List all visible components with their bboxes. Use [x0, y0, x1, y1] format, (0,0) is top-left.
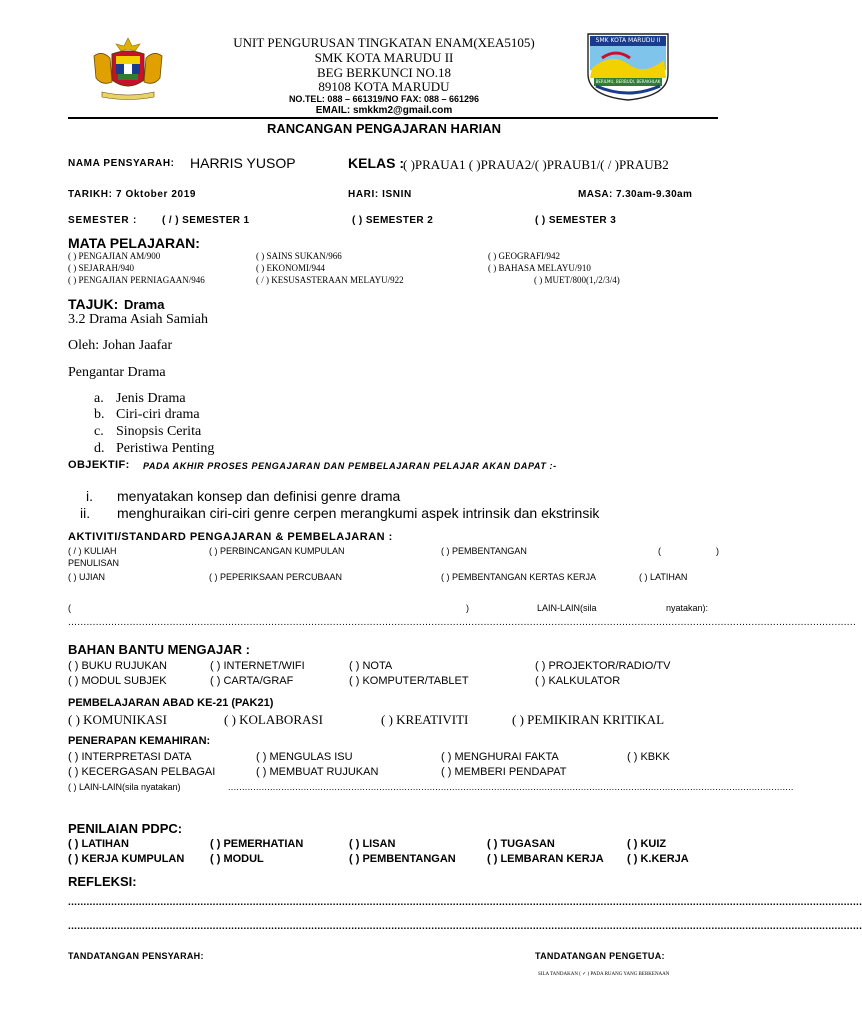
- objektif-label: OBJEKTIF:: [68, 459, 130, 471]
- header-line1: UNIT PENGURUSAN TINGKATAN ENAM(XEA5105): [233, 35, 535, 50]
- kemahiran-dotted-line[interactable]: ..........................................................................................................................................................................................................: [228, 782, 794, 792]
- subject-pengajian-am[interactable]: ( ) PENGAJIAN AM/900: [68, 251, 161, 261]
- signature-pensyarah-label: TANDATANGAN PENSYARAH:: [68, 951, 204, 961]
- aktiviti-dotted-line[interactable]: ................................................................................................................................................................................................................................................................: [68, 617, 857, 628]
- subject-ekonomi[interactable]: ( ) EKONOMI/944: [256, 263, 325, 273]
- subject-bahasa-melayu[interactable]: ( ) BAHASA MELAYU/910: [488, 263, 591, 273]
- penilaian-pemerhatian[interactable]: ( ) PEMERHATIAN: [210, 838, 304, 850]
- tajuk-line-topic: 3.2 Drama Asiah Samiah: [68, 312, 208, 327]
- aktiviti-perbincangan-kumpulan[interactable]: ( ) PERBINCANGAN KUMPULAN: [209, 546, 345, 556]
- tajuk-item-marker: d.: [94, 441, 105, 456]
- tajuk-item: Ciri-ciri drama: [116, 407, 200, 422]
- kemahiran-mengulas-isu[interactable]: ( ) MENGULAS ISU: [256, 751, 353, 763]
- penilaian-lisan[interactable]: ( ) LISAN: [349, 838, 396, 850]
- penilaian-label: PENILAIAN PDPC:: [68, 821, 183, 836]
- nama-pensyarah-label: NAMA PENSYARAH:: [68, 158, 175, 169]
- signature-pengetua-label: TANDATANGAN PENGETUA:: [535, 951, 665, 961]
- subject-muet[interactable]: ( ) MUET/800(1,/2/3/4): [534, 275, 620, 285]
- pak21-kolaborasi[interactable]: ( ) KOLABORASI: [224, 712, 323, 727]
- masa[interactable]: MASA: 7.30am-9.30am: [578, 189, 693, 200]
- aktiviti-penulisan-close[interactable]: ): [716, 546, 719, 556]
- penilaian-kuiz[interactable]: ( ) KUIZ: [627, 838, 667, 850]
- tajuk-item: Jenis Drama: [116, 391, 186, 406]
- objektif-item: menyatakan konsep dan definisi genre drama: [117, 488, 401, 504]
- bbm-komputer-tablet[interactable]: ( ) KOMPUTER/TABLET: [349, 675, 469, 687]
- objektif-intro: PADA AKHIR PROSES PENGAJARAN DAN PEMBELAJARAN PELAJAR AKAN DAPAT :-: [143, 461, 557, 471]
- tajuk-item: Peristiwa Penting: [116, 441, 215, 456]
- tajuk-line-intro: Pengantar Drama: [68, 365, 166, 380]
- aktiviti-penulisan: PENULISAN: [68, 558, 120, 568]
- objektif-item-marker: ii.: [80, 505, 91, 521]
- kemahiran-interpretasi-data[interactable]: ( ) INTERPRETASI DATA: [68, 751, 192, 763]
- kemahiran-menghurai-fakta[interactable]: ( ) MENGHURAI FAKTA: [441, 751, 559, 763]
- kemahiran-kbkk[interactable]: ( ) KBKK: [627, 751, 670, 763]
- kemahiran-membuat-rujukan[interactable]: ( ) MEMBUAT RUJUKAN: [256, 766, 379, 778]
- bbm-internet-wifi[interactable]: ( ) INTERNET/WIFI: [210, 660, 305, 672]
- tajuk-label: TAJUK:: [68, 296, 119, 312]
- pak21-kreativiti[interactable]: ( ) KREATIVITI: [381, 712, 469, 727]
- tajuk-item: Sinopsis Cerita: [116, 424, 202, 439]
- aktiviti-nyatakan-label: nyatakan):: [666, 603, 709, 613]
- kemahiran-memberi-pendapat[interactable]: ( ) MEMBERI PENDAPAT: [441, 766, 567, 778]
- semester-2-option[interactable]: ( ) SEMESTER 2: [352, 215, 434, 226]
- bbm-kalkulator[interactable]: ( ) KALKULATOR: [535, 675, 621, 687]
- header-divider: [68, 117, 718, 119]
- semester-label: SEMESTER :: [68, 215, 138, 226]
- bbm-nota[interactable]: ( ) NOTA: [349, 660, 393, 672]
- kemahiran-kecergasan-pelbagai[interactable]: ( ) KECERGASAN PELBAGAI: [68, 766, 216, 778]
- objektif-item-marker: i.: [86, 488, 93, 504]
- aktiviti-lain-open[interactable]: (: [68, 603, 71, 613]
- penilaian-kerja-kumpulan[interactable]: ( ) KERJA KUMPULAN: [68, 853, 185, 865]
- semester-3-option[interactable]: ( ) SEMESTER 3: [535, 215, 617, 226]
- bbm-buku-rujukan[interactable]: ( ) BUKU RUJUKAN: [68, 660, 168, 672]
- header-line2: SMK KOTA MARUDU II: [314, 50, 454, 65]
- penilaian-tugasan[interactable]: ( ) TUGASAN: [487, 838, 555, 850]
- aktiviti-label: AKTIVITI/STANDARD PENGAJARAN & PEMBELAJARAN :: [68, 531, 393, 543]
- aktiviti-pembentangan[interactable]: ( ) PEMBENTANGAN: [441, 546, 527, 556]
- subject-geografi[interactable]: ( ) GEOGRAFI/942: [488, 251, 560, 261]
- header-email: EMAIL: smkkm2@gmail.com: [315, 105, 453, 116]
- subject-sains-sukan[interactable]: ( ) SAINS SUKAN/966: [256, 251, 342, 261]
- kelas-options[interactable]: ( )PRAUA1 ( )PRAUA2/( )PRAUB1/( / )PRAUB2: [403, 157, 669, 172]
- tajuk-value[interactable]: Drama: [124, 297, 165, 312]
- nama-pensyarah-value[interactable]: HARRIS YUSOP: [190, 155, 296, 171]
- aktiviti-pembentangan-kertas-kerja[interactable]: ( ) PEMBENTANGAN KERTAS KERJA: [441, 572, 597, 582]
- refleksi-dotted-line-1[interactable]: ..................................................................................................................................................................................................................................................................: [68, 897, 862, 908]
- bbm-label: BAHAN BANTU MENGAJAR :: [68, 642, 250, 657]
- kelas-label: KELAS :: [348, 155, 404, 171]
- aktiviti-penulisan-open[interactable]: (: [658, 546, 661, 556]
- bbm-modul-subjek[interactable]: ( ) MODUL SUBJEK: [68, 675, 167, 687]
- pak21-pemikiran-kritikal[interactable]: ( ) PEMIKIRAN KRITIKAL: [512, 712, 665, 727]
- hari[interactable]: HARI: ISNIN: [348, 189, 412, 200]
- aktiviti-ujian[interactable]: ( ) UJIAN: [68, 572, 105, 582]
- bbm-projektor-radio-tv[interactable]: ( ) PROJEKTOR/RADIO/TV: [535, 660, 671, 672]
- school-logo-top-text: SMK KOTA MARUDU II: [595, 37, 661, 44]
- penilaian-modul[interactable]: ( ) MODUL: [210, 853, 264, 865]
- school-logo-motto: BERILMU, BERBUDI, BERAKHLAK: [595, 79, 661, 84]
- aktiviti-latihan[interactable]: ( ) LATIHAN: [639, 572, 688, 582]
- subject-pengajian-perniagaan[interactable]: ( ) PENGAJIAN PERNIAGAAN/946: [68, 275, 205, 285]
- kemahiran-label: PENERAPAN KEMAHIRAN:: [68, 735, 211, 747]
- kemahiran-lain-lain[interactable]: ( ) LAIN-LAIN(sila nyatakan): [68, 782, 181, 792]
- bbm-carta-graf[interactable]: ( ) CARTA/GRAF: [210, 675, 294, 687]
- penilaian-pembentangan[interactable]: ( ) PEMBENTANGAN: [349, 853, 456, 865]
- aktiviti-peperiksaan-percubaan[interactable]: ( ) PEPERIKSAAN PERCUBAAN: [209, 572, 343, 582]
- aktiviti-lain-close[interactable]: ): [466, 603, 469, 613]
- header-line3: BEG BERKUNCI NO.18: [317, 65, 451, 80]
- semester-1-option[interactable]: ( / ) SEMESTER 1: [162, 215, 250, 226]
- subject-kesusasteraan-melayu[interactable]: ( / ) KESUSASTERAAN MELAYU/922: [256, 275, 404, 285]
- school-logo: [582, 30, 674, 102]
- aktiviti-lain-lain-label: LAIN-LAIN(sila: [537, 603, 597, 613]
- tajuk-line-author: Oleh: Johan Jaafar: [68, 338, 173, 353]
- tarikh[interactable]: TARIKH: 7 Oktober 2019: [68, 189, 197, 200]
- aktiviti-kuliah[interactable]: ( / ) KULIAH: [68, 546, 117, 556]
- pak21-label: PEMBELAJARAN ABAD KE-21 (PAK21): [68, 697, 274, 709]
- refleksi-dotted-line-2[interactable]: ..................................................................................................................................................................................................................................................................: [68, 921, 862, 932]
- subject-sejarah[interactable]: ( ) SEJARAH/940: [68, 263, 135, 273]
- tajuk-item-marker: c.: [94, 424, 104, 439]
- footer-instruction-note: SILA TANDAKAN ( ✓ ) PADA RUANG YANG BERKENAAN: [538, 972, 670, 977]
- refleksi-label: REFLEKSI:: [68, 874, 137, 889]
- mata-pelajaran-label: MATA PELAJARAN:: [68, 235, 200, 251]
- objektif-item: menghuraikan ciri-ciri genre cerpen merangkumi aspek intrinsik dan ekstrinsik: [117, 505, 600, 521]
- penilaian-lembaran-kerja[interactable]: ( ) LEMBARAN KERJA: [487, 853, 604, 865]
- penilaian-latihan[interactable]: ( ) LATIHAN: [68, 838, 129, 850]
- tajuk-item-marker: a.: [94, 391, 104, 406]
- pak21-komunikasi[interactable]: ( ) KOMUNIKASI: [68, 712, 167, 727]
- page-title: RANCANGAN PENGAJARAN HARIAN: [266, 121, 501, 136]
- penilaian-k-kerja[interactable]: ( ) K.KERJA: [627, 853, 689, 865]
- tajuk-item-marker: b.: [94, 407, 105, 422]
- header-phone-fax: NO.TEL: 088 – 661319/NO FAX: 088 – 661296: [288, 94, 480, 104]
- header-line4: 89108 KOTA MARUDU: [318, 79, 450, 94]
